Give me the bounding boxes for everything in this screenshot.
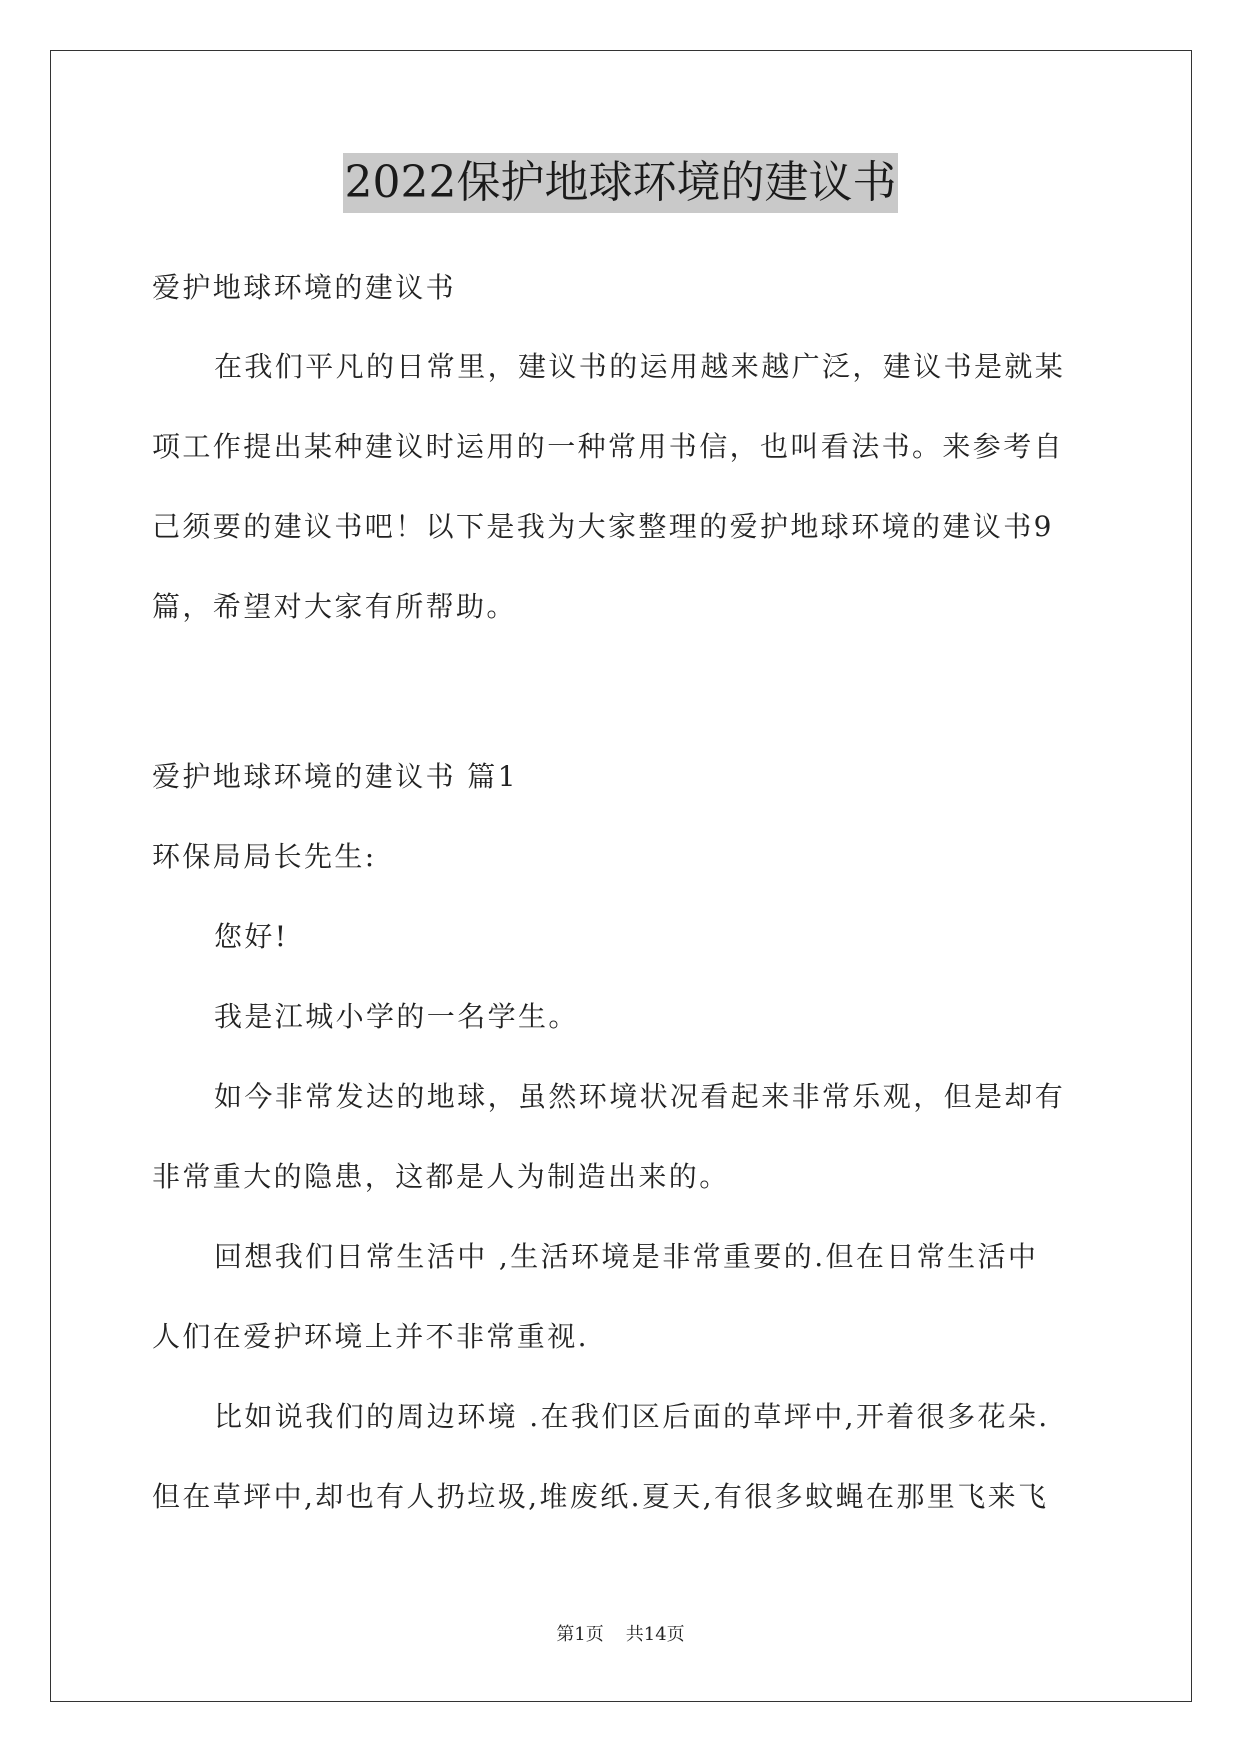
para2-line-1: 回想我们日常生活中 ,生活环境是非常重要的.但在日常生活中: [214, 1240, 1039, 1273]
salutation: 环保局局长先生:: [152, 840, 377, 873]
para2-line-2: 人们在爱护环境上并不非常重视.: [152, 1320, 589, 1353]
intro-line-1: 在我们平凡的日常里，建议书的运用越来越广泛，建议书是就某: [214, 350, 1066, 383]
greeting: 您好!: [214, 920, 289, 953]
page-footer: [0, 1623, 1241, 1647]
para3-line-1: 比如说我们的周边环境 .在我们区后面的草坪中,开着很多花朵.: [214, 1400, 1050, 1433]
para3-line-2: 但在草坪中,却也有人扔垃圾,堆废纸.夏天,有很多蚊蝇在那里飞来飞: [152, 1480, 1049, 1513]
para1-line-2: 非常重大的隐患，这都是人为制造出来的。: [152, 1160, 730, 1193]
intro-line-4: 篇，希望对大家有所帮助。: [152, 590, 517, 623]
section-heading: 爱护地球环境的建议书 篇1: [152, 760, 518, 793]
document-title: 2022保护地球环境的建议书: [343, 153, 899, 213]
subtitle: 爱护地球环境的建议书: [152, 271, 457, 304]
page-number: 第1页: [556, 1624, 604, 1645]
title-container: [0, 153, 1241, 213]
page-total: 共14页: [625, 1624, 685, 1645]
para1-line-1: 如今非常发达的地球，虽然环境状况看起来非常乐观，但是却有: [214, 1080, 1066, 1113]
self-intro: 我是江城小学的一名学生。: [214, 1000, 579, 1033]
intro-line-2: 项工作提出某种建议时运用的一种常用书信，也叫看法书。来参考自: [152, 430, 1065, 463]
intro-line-3: 己须要的建议书吧！以下是我为大家整理的爱护地球环境的建议书9: [152, 510, 1054, 543]
